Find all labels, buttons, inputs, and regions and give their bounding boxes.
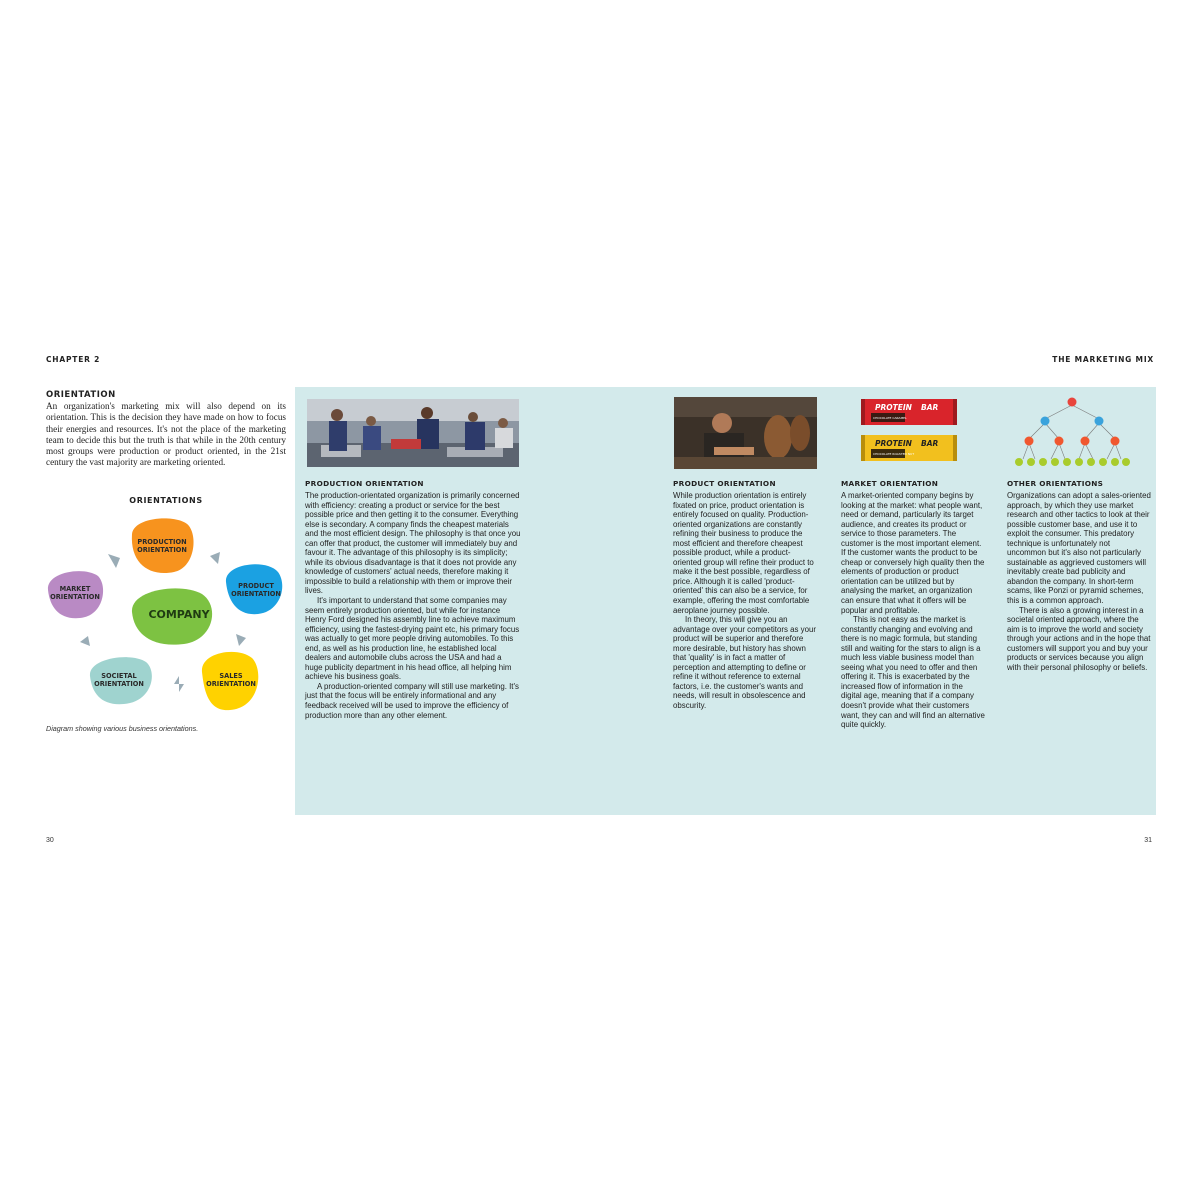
market-paragraph-1: A market-oriented company begins by looking at the market: what people want, need or demand, particularly its target audience, and creates its product or service to those parameters. The customer is the most important element. If the customer wants the product to be cheap or conversely high quality then the elements of production or product orientation can be utilized but by analysing the market, an organization can ensure that what it offers will be popular and profitable. [841,491,985,615]
bar-top-brand: PROTEIN [875,403,912,412]
arrow-societal-to-market [80,636,90,646]
page-number-left: 30 [46,837,54,844]
orientations-diagram [40,512,295,717]
market-paragraph-2: This is not easy as the market is constantly changing and evolving and there is no magic formula, but standing still and waiting for the stars to align is a much less viable business model than seeing what you need to offer and then offering it. This is exacerbated by the increased flow of information in the digital age, meaning that if a company doesn't provide what their customers want, they can and will find an alternative quite quickly. [841,615,985,730]
production-heading: PRODUCTION ORIENTATION [305,479,424,488]
production-text [305,491,521,720]
product-orientation-label: PRODUCT ORIENTATION [231,582,281,598]
other-paragraph-2: There is also a growing interest in a societal oriented approach, where the aim is to improve the world and society through your actions and in the hope that customers will support you and buy your products or services because you align with their personal philosophy or beliefs. [1007,605,1151,672]
protein-bar-red [861,397,957,427]
bar-top-word: BAR [921,403,939,412]
product-text [673,491,819,711]
other-heading: OTHER ORIENTATIONS [1007,479,1104,488]
craftsman-photo [674,397,817,469]
page-number-right: 31 [1144,837,1152,844]
other-paragraph-1: Organizations can adopt a sales-oriented approach, by which they use market research and other tactics to look at their possible customer base, and use it to exploit the consumer. This predatory technique is unfortunately not uncommon but it's also not particularly sustainable as aggrieved customers will inevitably create bad publicity and abandon the company. In short-term scams, like Ponzi or pyramid schemes, this is a common approach. [1007,491,1151,606]
arrow-production-to-product [210,552,220,564]
bar-bottom-word: BAR [921,439,939,448]
orientation-panel [295,387,1156,815]
sales-orientation-label: SALES ORIENTATION [206,672,256,688]
product-paragraph-2: In theory, this will give you an advantage over your competitors as your product will be superior and therefore more desirable, but history has shown that 'quality' is in fact a matter of perception and attempting to define or refine it without reference to external factors, i.e. the customer's wants and needs, will result in obsolescence and obscurity. [673,615,816,711]
protein-bar-yellow [861,433,957,463]
other-text [1007,491,1151,672]
production-paragraph-3: A production-oriented company will still use marketing. It's just that the focus will be entirely informational and any feedback received will be used to improve the efficiency of production more than any other element. [305,681,519,720]
intro-body: An organization's marketing mix will also depend on its orientation. This is the decision they have made on how to focus their energies and resources. It's not the place of the marketing team to decide this but the truth is that while in the 20th century most groups were production or product oriented, in the 21st century the vast majority are marketing oriented. [46,401,286,468]
market-heading: MARKET ORIENTATION [841,479,939,488]
market-text [841,491,985,730]
market-orientation-label: MARKET ORIENTATION [50,585,100,601]
product-paragraph-1: While production orientation is entirely fixated on price, product orientation is entirely focused on quality. Production-oriented organizations are constantly refining their business to produce the most efficient and therefore cheapest possible product, while a product-oriented group will refine their product to make it the best possible, regardless of price. Although it is called 'product-oriented' this can also be a service, for example, offering the most comfortable aeroplane journey possible. [673,491,814,615]
running-head-left: CHAPTER 2 [46,355,101,364]
diagram-title: ORIENTATIONS [129,496,203,505]
factory-workers-photo [307,399,519,467]
product-heading: PRODUCT ORIENTATION [673,479,776,488]
production-orientation-label: PRODUCTION ORIENTATION [137,538,187,554]
bar-bottom-brand: PROTEIN [875,439,912,448]
diagram-caption: Diagram showing various business orientations. [46,724,199,733]
societal-orientation-label: SOCIETAL ORIENTATION [94,672,144,688]
production-paragraph-2: It's important to understand that some companies may seem entirely production oriented, but while for instance Henry Ford designed his assembly line to achieve maximum efficiency, using the fastest-drying paint etc, his primary focus was actually to get more people driving automobiles. To this end, as well as his production line, he established local dealers and automobile clubs across the USA and had a huge publicity department in his head office, all helping him achieve his business goals. [305,596,520,682]
bar-bottom-flavour: CHOCOLATE ROASTED NUT [873,452,915,456]
arrow-product-to-sales [236,634,246,646]
bar-top-flavour: CHOCOLATE CARAMEL [873,416,907,420]
arrow-sales-to-societal [174,676,184,692]
pyramid-scheme-illustration [1013,395,1131,469]
company-label: COMPANY [148,608,210,621]
running-head-right: THE MARKETING MIX [1052,355,1154,364]
arrow-market-to-production [108,554,120,568]
production-paragraph-1: The production-orientated organization is primarily concerned with efficiency: creating a product or service for the best possible price and then getting it to the consumer. Everything else is secondary. A company finds the cheapest materials and the most efficient design. The philosophy is that once you can offer that product, the customer will immediately buy and favour it. The advantage of this philosophy is its simplicity; while its obvious disadvantage is that it does not provide any knowledge of customers' actual needs, therefore making it impossible to build a relationship with them or improve their lives. [305,491,521,596]
intro-heading: ORIENTATION [46,390,116,400]
